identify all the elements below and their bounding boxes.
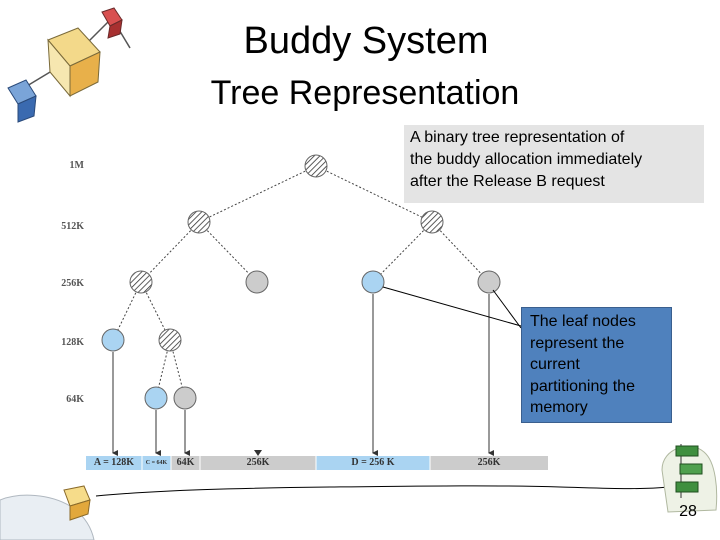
page-number: 28 xyxy=(679,503,697,520)
callout-line: partitioning the xyxy=(530,377,635,395)
segment-label-d: D = 256 K xyxy=(351,457,395,468)
segment-label-c: C = 64K xyxy=(145,460,168,466)
callout-line: represent the xyxy=(530,334,625,352)
hand-cube-icon xyxy=(0,486,94,540)
level-label-64k: 64K xyxy=(66,394,84,405)
stacked-blocks-icon xyxy=(662,444,717,512)
callout-line: after the Release B request xyxy=(410,173,605,190)
callout-tree-description xyxy=(404,125,704,203)
node-512k-right xyxy=(421,211,443,233)
node-64k-free xyxy=(174,387,196,409)
callout-leaf-nodes xyxy=(521,307,672,423)
callout-line: The leaf nodes xyxy=(530,313,636,330)
level-label-1m: 1M xyxy=(69,160,84,171)
segment-label-256k-2: 256K xyxy=(477,457,501,468)
segment-label-a: A = 128K xyxy=(93,457,135,468)
node-128k-split xyxy=(159,329,181,351)
slide-title: Buddy System xyxy=(243,20,489,62)
node-256k-free-1 xyxy=(246,271,268,293)
decorative-divider xyxy=(96,486,668,496)
level-label-512k: 512K xyxy=(61,221,84,232)
node-64k-c xyxy=(145,387,167,409)
node-256k-free-2 xyxy=(478,271,500,293)
node-256k-d xyxy=(362,271,384,293)
slide-subtitle: Tree Representation xyxy=(210,74,520,112)
node-1m xyxy=(305,155,327,177)
level-label-128k: 128K xyxy=(61,337,84,348)
node-256k-a xyxy=(130,271,152,293)
segment-label-256k-1: 256K xyxy=(246,457,270,468)
callout-line: memory xyxy=(530,399,588,416)
node-128k-a xyxy=(102,329,124,351)
callout-line: A binary tree representation of xyxy=(410,129,625,146)
node-512k-left xyxy=(188,211,210,233)
segment-label-64k: 64K xyxy=(176,457,195,468)
callout-line: current xyxy=(530,356,580,373)
callout-line: the buddy allocation immediately xyxy=(410,151,643,168)
decorative-cubes-icon xyxy=(8,8,130,122)
leaf-arrows xyxy=(113,294,489,453)
level-label-256k: 256K xyxy=(61,278,84,289)
callout-pointers xyxy=(383,287,521,328)
